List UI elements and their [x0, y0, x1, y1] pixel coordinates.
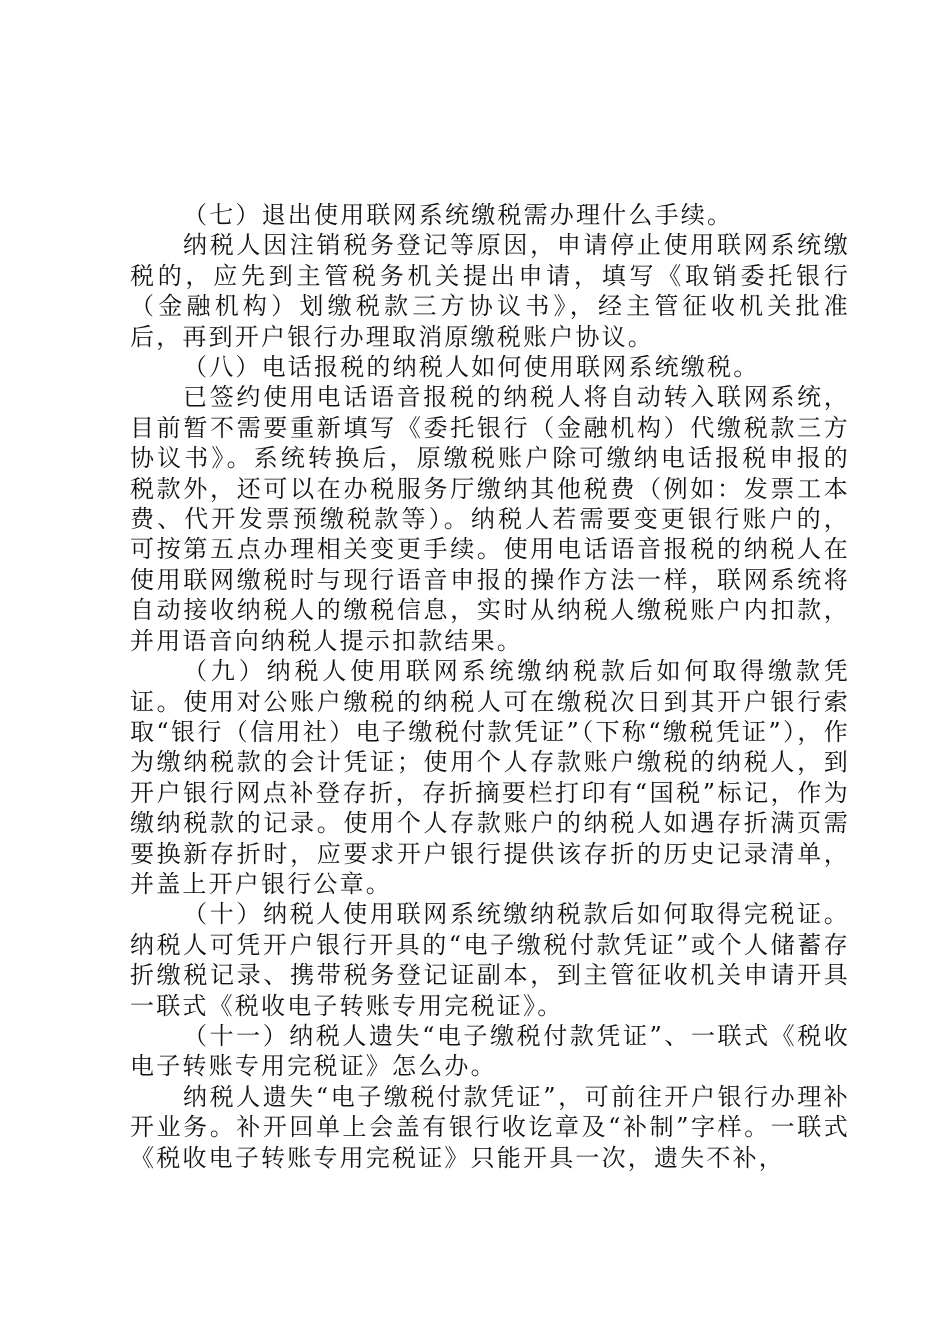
paragraph-body-8: 已签约使用电话语音报税的纳税人将自动转入联网系统，目前暂不需要重新填写《委托银行（金融机构）代缴税款三方协议书》。系统转换后，原缴税账户除可缴纳电话报税申报的税款外，还可以在办税服务厅缴纳其他税费（例如：发票工本费、代开发票预缴税款等）。纳税人若需要变更银行账户的，可按第五点办理相关变更手续。使用电话语音报税的纳税人在使用联网缴税时与现行语音申报的操作方法一样，联网系统将自动接收纳税人的缴税信息，实时从纳税人缴税账户内扣款，并用语音向纳税人提示扣款结果。 [130, 383, 850, 655]
paragraph-section-9: （九）纳税人使用联网系统缴纳税款后如何取得缴款凭证。使用对公账户缴税的纳税人可在缴税次日到其开户银行索取“银行（信用社）电子缴税付款凭证”（下称“缴税凭证”），作为缴纳税款的会计凭证；使用个人存款账户缴税的纳税人，到开户银行网点补登存折，存折摘要栏打印有“国税”标记，作为缴纳税款的记录。使用个人存款账户的纳税人如遇存折满页需要换新存折时，应要求开户银行提供该存折的历史记录清单，并盖上开户银行公章。 [130, 657, 850, 898]
paragraph-heading-8: （八）电话报税的纳税人如何使用联网系统缴税。 [183, 353, 760, 382]
paragraph-heading-7: （七）退出使用联网系统缴税需办理什么手续。 [183, 201, 734, 229]
paragraph-body-7: 纳税人因注销税务登记等原因，申请停止使用联网系统缴税的，应先到主管税务机关提出申请，填写《取销委托银行（金融机构）划缴税款三方协议书》，经主管征收机关批准后，再到开户银行办理取消原缴税账户协议。 [130, 231, 850, 351]
document-body [130, 200, 850, 1173]
paragraph-heading-11: （十一）纳税人遗失“电子缴税付款凭证”、一联式《税收电子转账专用完税证》怎么办。 [130, 1021, 850, 1081]
paragraph-body-11: 纳税人遗失“电子缴税付款凭证”，可前往开户银行办理补开业务。补开回单上会盖有银行收讫章及“补制”字样。一联式《税收电子转账专用完税证》只能开具一次，遗失不补， [130, 1082, 850, 1172]
paragraph-section-10: （十）纳税人使用联网系统缴纳税款后如何取得完税证。纳税人可凭开户银行开具的“电子缴税付款凭证”或个人储蓄存折缴税记录、携带税务登记证副本，到主管征收机关申请开具一联式《税收电子转账专用完税证》。 [130, 900, 850, 1020]
